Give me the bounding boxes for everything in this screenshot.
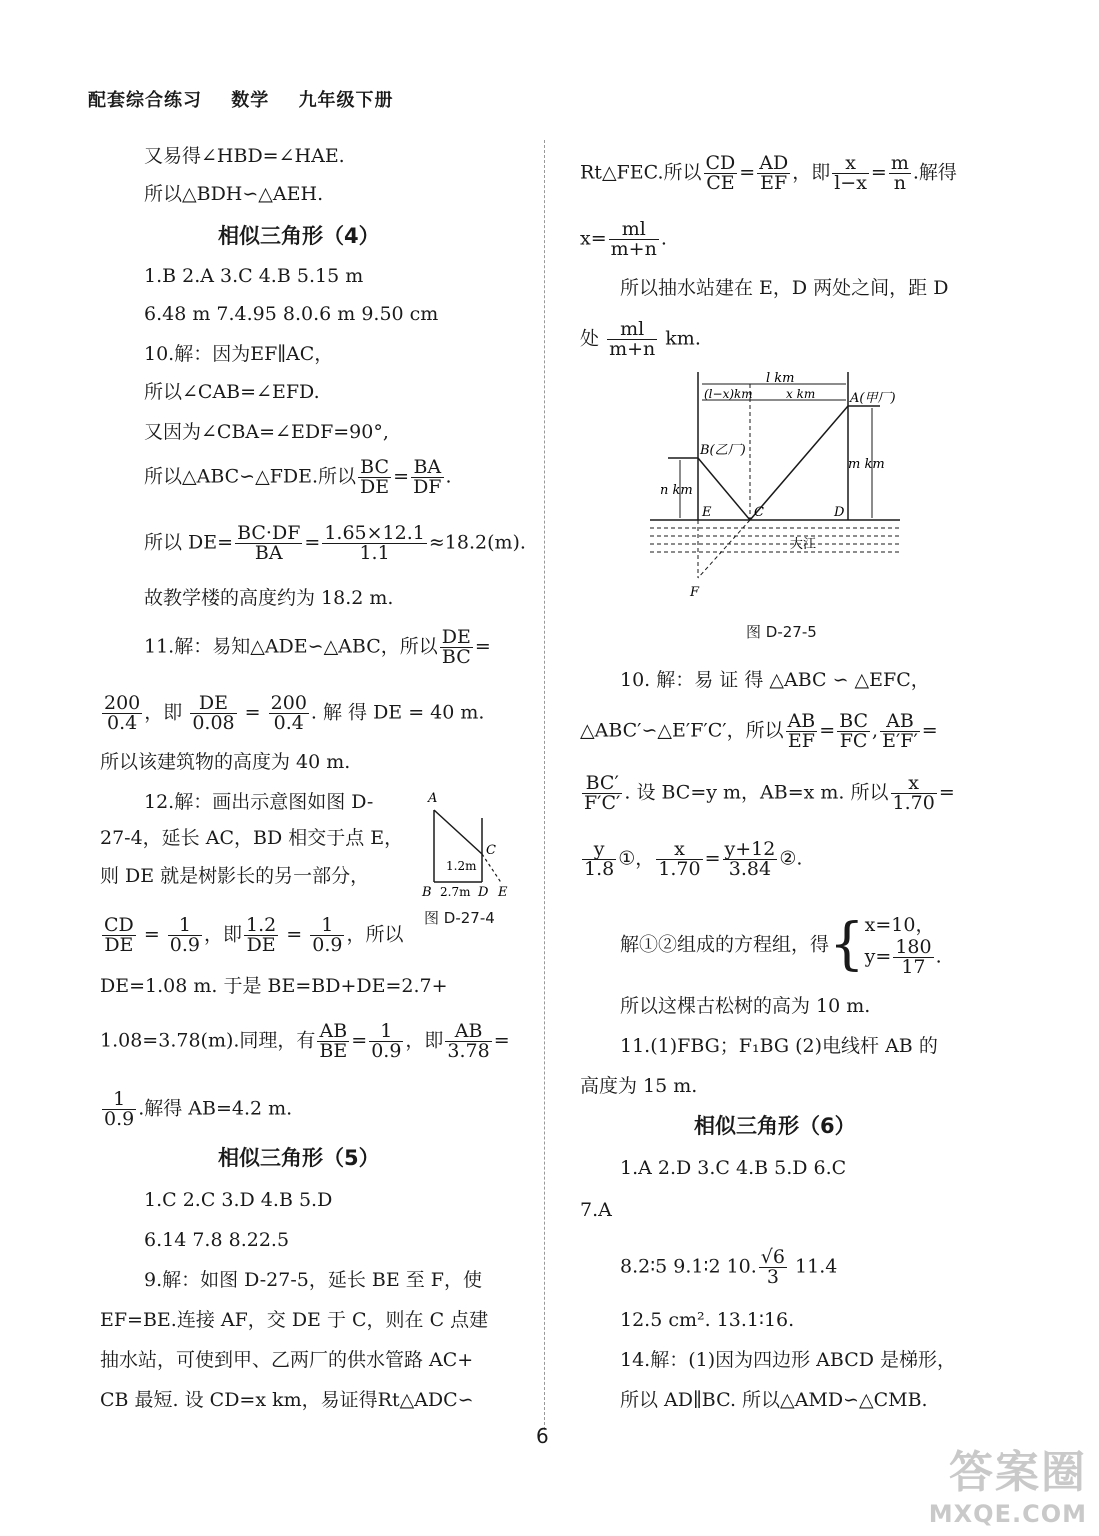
- text-line: EF=BE.连接 AF，交 DE 于 C，则在 C 点建: [100, 1309, 489, 1331]
- figure-d-27-4: [418, 780, 520, 900]
- text-line: 10. 解：易 证 得 △ABC ∽ △EFC，: [620, 669, 930, 691]
- label-c: C: [754, 505, 764, 520]
- fraction: $\frac{y}{1.8}$: [584, 838, 615, 880]
- fraction: $\frac{DE}{BC}$: [441, 626, 471, 668]
- text-line: 12.解：画出示意图如图 D-: [144, 791, 374, 813]
- fraction: $\frac{1.2}{DE}$: [246, 914, 277, 956]
- fraction: $\frac{ml}{m+n}$: [609, 318, 656, 360]
- answers-line: 7.A: [580, 1199, 612, 1221]
- section-title-5: 相似三角形（5）: [218, 1146, 380, 1170]
- text-line: 则 DE 就是树影长的另一部分，: [100, 865, 370, 887]
- cf-extension: [698, 520, 750, 578]
- label-l-km: l km: [766, 371, 795, 386]
- text-line: 所以 AD∥BC. 所以△AMD∽△CMB.: [620, 1389, 928, 1411]
- text-line: 11.(1)FBG；F₁BG (2)电线杆 AB 的: [620, 1035, 938, 1057]
- label-l-minus-x: (l−x)km: [704, 387, 753, 401]
- text-line: 所以抽水站建在 E，D 两处之间，距 D: [620, 277, 949, 299]
- fraction: $\frac{1}{0.9}$: [312, 914, 343, 956]
- watermark-line1: 答案圈: [949, 1447, 1087, 1498]
- fraction: $\frac{DE}{0.08}$: [192, 692, 235, 734]
- fraction: $\frac{AB}{BE}$: [319, 1020, 348, 1062]
- text-line: 27-4，延长 AC，BD 相交于点 E，: [100, 827, 404, 849]
- text-line: 14.解：(1)因为四边形 ABCD 是梯形，: [620, 1349, 957, 1371]
- answers-line: 1.A 2.D 3.C 4.B 5.D 6.C: [620, 1157, 847, 1179]
- formula-line: △ABC′∽△E′F′C′，所以 $\frac{AB}{EF}$ = $\frac{BC}{FC}$ , $\frac{AB}{E'F'}$ =: [580, 710, 938, 752]
- subject: 数学: [231, 90, 270, 111]
- formula-line: 8.2∶5 9.1∶2 10. $\frac{√6}{3}$ 11.4: [620, 1246, 838, 1288]
- label-a-factory: A(甲厂): [850, 391, 896, 406]
- label-f: F: [690, 585, 700, 600]
- fraction: $\frac{x}{l-x}$: [834, 152, 867, 194]
- fraction: $\frac{BA}{DF}$: [413, 456, 442, 498]
- fraction: $\frac{200}{0.4}$: [270, 692, 307, 734]
- fraction: $\frac{1}{0.9}$: [371, 1020, 402, 1062]
- ray-line: [434, 810, 482, 854]
- text-line: CB 最短. 设 CD=x km，易证得Rt△ADC∽: [100, 1389, 474, 1411]
- label-b-factory: B(乙厂): [700, 443, 746, 458]
- answers-line: 6.48 m 7.4.95 8.0.6 m 9.50 cm: [144, 303, 439, 325]
- fraction: $\frac{BC}{FC}$: [839, 710, 869, 752]
- formula-line: 所以△ABC∽△FDE.所以 $\frac{BC}{DE}$ = $\frac{BA}{DF}$ .: [144, 456, 452, 498]
- equation-system: 解①②组成的方程组，得{ x=10， y= $\frac{180}{17}$ .: [620, 911, 942, 978]
- formula-line: Rt△FEC.所以 $\frac{CD}{CE}$ = $\frac{AD}{EF}$ ，即 $\frac{x}{l-x}$ = $\frac{m}{n}$ .解得: [580, 152, 957, 194]
- answers-line: 6.14 7.8 8.22.5: [144, 1229, 290, 1251]
- text-line: 所以该建筑物的高度为 40 m.: [100, 751, 351, 773]
- figure-caption: 图 D-27-5: [746, 623, 817, 641]
- fraction: $\frac{1.65\times 12.1}{1.1}$: [324, 522, 425, 564]
- text-line: 又因为∠CBA=∠EDF=90°,: [144, 421, 389, 443]
- text-line: 9.解：如图 D-27-5，延长 BE 至 F，使: [144, 1269, 482, 1291]
- label-river: 大江: [790, 537, 817, 552]
- column-divider: [544, 140, 545, 1430]
- label-d: D: [478, 885, 489, 900]
- text-line: 又易得∠HBD=∠HAE.: [144, 145, 345, 167]
- fraction: $\frac{m}{n}$: [890, 152, 909, 194]
- running-header: [88, 86, 416, 112]
- label-d: D: [834, 505, 845, 520]
- fraction: $\frac{1}{0.9}$: [169, 914, 200, 956]
- answers-line: 1.C 2.C 3.D 4.B 5.D: [144, 1189, 333, 1211]
- answers-line: 12.5 cm². 13.1∶16.: [620, 1309, 795, 1331]
- fraction: $\frac{AB}{EF}$: [787, 710, 816, 752]
- text-line: 所以△BDH∽△AEH.: [144, 183, 324, 205]
- label-height: 1.2m: [446, 859, 477, 873]
- fraction: $\frac{√6}{3}$: [760, 1246, 785, 1288]
- fraction: $\frac{BC'}{F'C'}$: [584, 772, 621, 814]
- page-number: 6: [536, 1424, 549, 1448]
- formula-line: $\frac{1}{0.9}$ .解得 AB=4.2 m.: [104, 1088, 293, 1130]
- label-e: E: [702, 505, 712, 520]
- text-line: 10.解：因为EF∥AC，: [144, 343, 334, 365]
- section-title-4: 相似三角形（4）: [218, 224, 380, 248]
- figure-caption: 图 D-27-4: [424, 909, 495, 927]
- label-m-km: m km: [848, 457, 885, 472]
- grade: 九年级下册: [298, 90, 394, 111]
- formula-line: 所以 DE= $\frac{BC\cdot DF}{BA}$ = $\frac{1.65\times 12.1}{1.1}$ ≈18.2(m).: [144, 522, 526, 564]
- text-line: 高度为 15 m.: [580, 1075, 698, 1097]
- fraction: $\frac{AD}{EF}$: [759, 152, 789, 194]
- fraction: $\frac{BC\cdot DF}{BA}$: [237, 522, 301, 564]
- formula-line: 1.08=3.78(m).同理，有 $\frac{AB}{BE}$ = $\frac{1}{0.9}$ ，即 $\frac{AB}{3.78}$ =: [100, 1020, 510, 1062]
- fraction: $\frac{x}{1.70}$: [658, 838, 701, 880]
- fraction: $\frac{BC}{DE}$: [360, 456, 390, 498]
- figure-d-27-5: [650, 370, 980, 600]
- formula-line: $\frac{200}{0.4}$ ，即 $\frac{DE}{0.08}$ = $\frac{200}{0.4}$ . 解 得 DE = 40 m.: [104, 692, 485, 734]
- fraction: $\frac{y+12}{3.84}$: [724, 838, 776, 880]
- label-b: B: [422, 885, 432, 900]
- formula-line: 处 $\frac{ml}{m+n}$ km.: [580, 318, 701, 360]
- label-n-km: n km: [660, 483, 693, 498]
- formula-line: $\frac{y}{1.8}$ ①， $\frac{x}{1.70}$ = $\frac{y+12}{3.84}$ ②.: [584, 838, 803, 880]
- formula-line: $\frac{BC'}{F'C'}$ . 设 BC=y m，AB=x m. 所以 $\frac{x}{1.70}$ =: [584, 772, 955, 814]
- fraction: $\frac{200}{0.4}$: [104, 692, 141, 734]
- text-line: 所以这棵古松树的高为 10 m.: [620, 995, 871, 1017]
- watermark: [929, 1436, 1087, 1528]
- label-c: C: [486, 843, 496, 858]
- text-line: 故教学楼的高度约为 18.2 m.: [144, 587, 394, 609]
- book-title: 配套综合练习: [88, 90, 202, 111]
- fraction: $\frac{AB}{E'F'}$: [882, 710, 918, 752]
- text-line: 所以∠CAB=∠EFD.: [144, 381, 320, 403]
- ca-line: [750, 406, 848, 520]
- label-x-km: x km: [786, 387, 816, 401]
- extension-line: [482, 854, 502, 884]
- fraction: $\frac{CD}{CE}$: [705, 152, 736, 194]
- fraction: $\frac{AB}{3.78}$: [447, 1020, 490, 1062]
- label-a: A: [428, 791, 438, 806]
- formula-line: $\frac{CD}{DE}$ = $\frac{1}{0.9}$ ，即 $\frac{1.2}{DE}$ = $\frac{1}{0.9}$ ，所以: [104, 914, 404, 956]
- formula-line: x= $\frac{ml}{m+n}$ .: [580, 218, 667, 260]
- fraction: $\frac{180}{17}$: [895, 936, 932, 978]
- text-line: 抽水站，可使到甲、乙两厂的供水管路 AC+: [100, 1349, 474, 1371]
- fraction: $\frac{1}{0.9}$: [104, 1088, 135, 1130]
- watermark-line2: MXQE.COM: [928, 1500, 1087, 1528]
- fraction: $\frac{x}{1.70}$: [892, 772, 935, 814]
- text-line: DE=1.08 m. 于是 BE=BD+DE=2.7+: [100, 975, 448, 997]
- label-base: 2.7m: [440, 885, 471, 899]
- section-title-6: 相似三角形（6）: [694, 1114, 856, 1138]
- answers-line: 1.B 2.A 3.C 4.B 5.15 m: [144, 265, 364, 287]
- fraction: $\frac{CD}{DE}$: [104, 914, 134, 956]
- formula-line: 11.解：易知△ADE∽△ABC，所以 $\frac{DE}{BC}$ =: [144, 626, 491, 668]
- label-e: E: [498, 885, 508, 900]
- fraction: $\frac{ml}{m+n}$: [610, 218, 657, 260]
